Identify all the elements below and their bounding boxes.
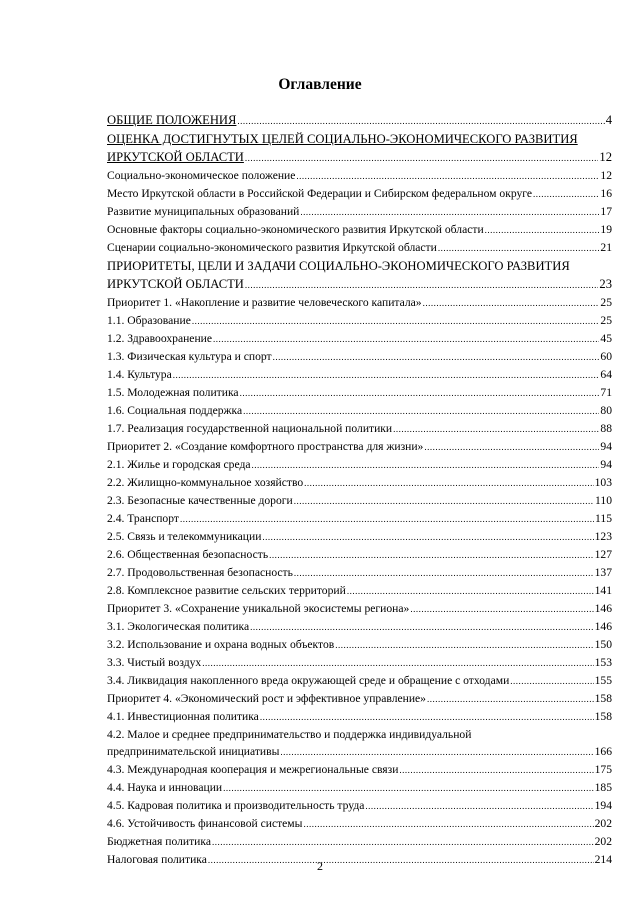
toc-entry-page: 45 [600, 332, 612, 345]
dot-leader [294, 493, 594, 510]
dot-leader [240, 385, 600, 402]
toc-entry-page: 110 [595, 494, 612, 507]
toc-entry-title: Налоговая политика [107, 853, 207, 866]
toc-entry[interactable] [107, 528, 612, 546]
dot-leader [250, 619, 593, 636]
dot-leader [347, 583, 594, 600]
toc-entry-page: 71 [600, 386, 612, 399]
toc-entry-page: 202 [594, 835, 612, 848]
toc-entry[interactable] [107, 474, 612, 492]
toc-entry-title-line2: предпринимательской инициативы [107, 745, 280, 758]
dot-leader [273, 349, 600, 366]
toc-entry-title: Сценарии социально-экономического развития Иркутской области [107, 241, 437, 254]
dot-leader [393, 421, 599, 438]
toc-entry-page: 64 [600, 368, 612, 381]
toc-entry-title: 2.2. Жилищно-коммунальное хозяйство [107, 476, 304, 489]
toc-entry-title: 4.3. Международная кооперация и межрегиональные связи [107, 763, 399, 776]
toc-entry-title: 1.6. Социальная поддержка [107, 404, 243, 417]
table-of-contents [107, 111, 612, 869]
dot-leader [237, 112, 604, 130]
toc-entry-title: 3.2. Использование и охрана водных объектов [107, 638, 335, 651]
toc-entry[interactable] [107, 618, 612, 636]
toc-entry-page: 214 [594, 853, 612, 866]
toc-entry[interactable] [107, 294, 612, 312]
toc-entry-title-line2: ИРКУТСКОЙ ОБЛАСТИ [107, 277, 244, 291]
dot-leader [245, 149, 599, 167]
dot-leader [438, 240, 600, 257]
toc-entry-page: 150 [594, 638, 612, 651]
toc-entry[interactable] [107, 221, 612, 239]
dot-leader [423, 295, 600, 312]
dot-leader [335, 637, 593, 654]
toc-entry-page: 12 [599, 150, 612, 164]
toc-entry-page: 4 [605, 113, 612, 127]
toc-entry-title: 2.7. Продовольственная безопасность [107, 566, 293, 579]
toc-entry-title: 3.1. Экологическая политика [107, 620, 250, 633]
toc-entry[interactable] [107, 167, 612, 185]
toc-entry-page: 25 [600, 314, 612, 327]
toc-entry-page: 127 [594, 548, 612, 561]
toc-entry-title: 2.1. Жилье и городская среда [107, 458, 251, 471]
dot-leader [223, 780, 593, 797]
toc-entry-title: 4.6. Устойчивость финансовой системы [107, 817, 303, 830]
dot-leader [303, 816, 593, 833]
toc-entry-general-provisions[interactable] [107, 111, 612, 130]
toc-entry[interactable] [107, 203, 612, 221]
toc-entry[interactable] [107, 456, 612, 474]
toc-entry[interactable] [107, 492, 612, 510]
toc-entry-page: 185 [594, 781, 612, 794]
toc-entry-title: 1.7. Реализация государственной национальной политики [107, 422, 393, 435]
toc-entry-title: 3.4. Ликвидация накопленного вреда окружающей среде и обращение с отходами [107, 674, 510, 687]
toc-entry-title: 3.3. Чистый воздух [107, 656, 202, 669]
dot-leader [304, 475, 593, 492]
toc-entry[interactable] [107, 690, 612, 708]
toc-entry-page: 103 [594, 476, 612, 489]
dot-leader [365, 798, 593, 815]
dot-leader [243, 403, 599, 420]
dot-leader [202, 655, 593, 672]
toc-entry[interactable] [107, 510, 612, 528]
toc-entry-page: 19 [600, 223, 612, 236]
dot-leader [410, 601, 593, 618]
toc-entry[interactable] [107, 815, 612, 833]
dot-leader [173, 367, 600, 384]
dot-leader [213, 331, 599, 348]
dot-leader [260, 709, 594, 726]
toc-entry-title: 2.6. Общественная безопасность [107, 548, 269, 561]
toc-entry-title: Основные факторы социально-экономического развития Иркутской области [107, 223, 484, 236]
dot-leader [296, 168, 599, 185]
dot-leader [424, 439, 599, 456]
toc-entry-page: 12 [600, 169, 612, 182]
toc-entry[interactable] [107, 384, 612, 402]
toc-entry-title: 2.4. Транспорт [107, 512, 179, 525]
toc-entry-title-line1: ОЦЕНКА ДОСТИГНУТЫХ ЦЕЛЕЙ СОЦИАЛЬНО-ЭКОНОМИЧЕСКОГО РАЗВИТИЯ [107, 132, 578, 146]
toc-entry-title: ОБЩИЕ ПОЛОЖЕНИЯ [107, 113, 237, 127]
dot-leader [294, 565, 594, 582]
dot-leader [399, 762, 593, 779]
toc-entry-page: 88 [600, 422, 612, 435]
toc-entry-page: 115 [595, 512, 612, 525]
toc-entry[interactable] [107, 654, 612, 672]
dot-leader [280, 744, 593, 761]
toc-entry-page: 141 [594, 584, 612, 597]
toc-entry-title: Приоритет 2. «Создание комфортного пространства для жизни» [107, 440, 424, 453]
toc-entry-page: 166 [594, 745, 612, 758]
toc-entry[interactable] [107, 600, 612, 618]
toc-entry[interactable] [107, 708, 612, 726]
toc-entry-page: 21 [600, 241, 612, 254]
toc-entry[interactable] [107, 312, 612, 330]
toc-entry-title: 4.5. Кадровая политика и производительность труда [107, 799, 365, 812]
toc-entry-title: Социально-экономическое положение [107, 169, 296, 182]
toc-entry[interactable] [107, 833, 612, 851]
toc-entry-title: 2.3. Безопасные качественные дороги [107, 494, 293, 507]
toc-entry-page: 17 [600, 205, 612, 218]
toc-entry-title: Бюджетная политика [107, 835, 211, 848]
toc-entry-title-line2: ИРКУТСКОЙ ОБЛАСТИ [107, 150, 244, 164]
toc-entry[interactable] [107, 185, 612, 203]
toc-entry[interactable] [107, 402, 612, 420]
dot-leader [251, 457, 599, 474]
dot-leader [485, 222, 600, 239]
toc-entry[interactable] [107, 546, 612, 564]
toc-entry-page: 80 [600, 404, 612, 417]
toc-entry-title: Развитие муниципальных образований [107, 205, 300, 218]
toc-entry[interactable] [107, 348, 612, 366]
toc-entry-page: 158 [594, 710, 612, 723]
page-number: 2 [317, 859, 323, 873]
toc-entry-page: 23 [599, 277, 612, 291]
dot-leader [533, 186, 599, 203]
toc-entry-title-line1: 4.2. Малое и среднее предпринимательство и поддержка индивидуальной [107, 728, 472, 741]
toc-entry-priorities[interactable] [107, 257, 612, 294]
dot-leader [180, 511, 594, 528]
toc-entry-page: 146 [594, 602, 612, 615]
toc-entry-page: 94 [600, 440, 612, 453]
toc-entry[interactable] [107, 726, 612, 761]
toc-entry[interactable] [107, 672, 612, 690]
toc-entry[interactable] [107, 761, 612, 779]
toc-entry-page: 155 [594, 674, 612, 687]
toc-entry-assessment[interactable] [107, 130, 612, 167]
dot-leader [300, 204, 599, 221]
toc-entry-title: 1.1. Образование [107, 314, 191, 327]
dot-leader [427, 691, 594, 708]
toc-entry-title-line1: ПРИОРИТЕТЫ, ЦЕЛИ И ЗАДАЧИ СОЦИАЛЬНО-ЭКОНОМИЧЕСКОГО РАЗВИТИЯ [107, 259, 570, 273]
toc-entry-title: Приоритет 1. «Накопление и развитие человеческого капитала» [107, 296, 422, 309]
toc-entry[interactable] [107, 564, 612, 582]
toc-entry-title: Приоритет 3. «Сохранение уникальной экосистемы региона» [107, 602, 410, 615]
toc-entry-page: 123 [594, 530, 612, 543]
toc-entry-page: 60 [600, 350, 612, 363]
toc-entry-title: 1.3. Физическая культура и спорт [107, 350, 272, 363]
toc-entry-title: 4.4. Наука и инновации [107, 781, 223, 794]
toc-entry[interactable] [107, 239, 612, 257]
toc-entry-page: 16 [600, 187, 612, 200]
toc-entry-title: 1.2. Здравоохранение [107, 332, 212, 345]
toc-entry-title: 4.1. Инвестиционная политика [107, 710, 259, 723]
toc-entry[interactable] [107, 420, 612, 438]
toc-entry-title: Место Иркутской области в Российской Федерации и Сибирском федеральном округе [107, 187, 533, 200]
toc-entry[interactable] [107, 779, 612, 797]
toc-entry-title: 1.4. Культура [107, 368, 172, 381]
toc-entry-page: 194 [594, 799, 612, 812]
toc-entry[interactable] [107, 797, 612, 815]
dot-leader [192, 313, 600, 330]
toc-entry-title: 2.8. Комплексное развитие сельских территорий [107, 584, 346, 597]
toc-entry-page: 94 [600, 458, 612, 471]
dot-leader [245, 276, 599, 294]
page-title: Оглавление [278, 76, 362, 93]
toc-entry-page: 158 [594, 692, 612, 705]
toc-entry[interactable] [107, 438, 612, 456]
toc-entry-page: 137 [594, 566, 612, 579]
toc-entry-page: 175 [594, 763, 612, 776]
toc-entry[interactable] [107, 582, 612, 600]
toc-entry-title: Приоритет 4. «Экономический рост и эффективное управление» [107, 692, 426, 705]
toc-entry[interactable] [107, 636, 612, 654]
toc-entry-page: 153 [594, 656, 612, 669]
toc-entry-page: 202 [594, 817, 612, 830]
dot-leader [212, 834, 594, 851]
dot-leader [262, 529, 593, 546]
toc-entry-title: 1.5. Молодежная политика [107, 386, 239, 399]
toc-entry-page: 25 [600, 296, 612, 309]
toc-entry-title: 2.5. Связь и телекоммуникации [107, 530, 262, 543]
toc-entry[interactable] [107, 366, 612, 384]
dot-leader [269, 547, 594, 564]
dot-leader [510, 673, 593, 690]
toc-entry[interactable] [107, 330, 612, 348]
toc-entry-page: 146 [594, 620, 612, 633]
